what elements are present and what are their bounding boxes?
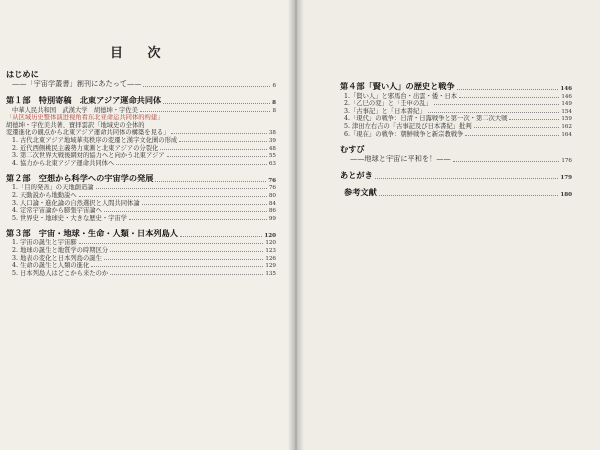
- dot-leader: [167, 156, 267, 157]
- toc-entry-title: 3.「古事記」と「日本書紀」: [344, 107, 426, 115]
- spacer: [340, 181, 572, 188]
- toc-section-heading: [340, 171, 572, 181]
- dot-leader: [110, 274, 263, 275]
- toc-entry-title: 3. 地表の変化と日本列島の誕生: [12, 254, 102, 262]
- toc-entry-title: 参考文献: [344, 187, 377, 197]
- toc-entry-title: 2. 地球の誕生と地質学の時期区分: [12, 246, 109, 254]
- left-page: [0, 0, 296, 450]
- toc-page-number: 80: [268, 192, 276, 199]
- toc-entry: [6, 136, 276, 144]
- dot-leader: [509, 119, 559, 120]
- dot-leader: [116, 164, 267, 165]
- toc-entry-title: 1.「目的発善」の天地創造論: [12, 184, 94, 192]
- toc-list-left: [6, 70, 276, 277]
- toc-page-number: 176: [561, 157, 572, 164]
- toc-entry-title: あとがき: [340, 170, 373, 180]
- toc-page-number: 76: [268, 177, 276, 184]
- dot-leader: [104, 259, 263, 260]
- toc-section-heading: [340, 188, 572, 198]
- dot-leader: [465, 135, 559, 136]
- dot-leader: [179, 141, 267, 142]
- toc-entry: [6, 159, 276, 167]
- toc-section-heading: [6, 70, 276, 80]
- toc-page-number: 48: [268, 145, 276, 152]
- dot-leader: [142, 204, 267, 205]
- toc-page-number: 39: [268, 137, 276, 144]
- dot-leader: [155, 181, 266, 182]
- toc-entry: [6, 246, 276, 254]
- toc-entry: [340, 155, 572, 164]
- toc-entry-title: ——「宇宙学叢書」創刊にあたって——: [12, 80, 142, 88]
- toc-entry: [6, 106, 276, 114]
- toc-page-number: 164: [561, 131, 572, 138]
- dot-leader: [453, 161, 560, 162]
- toc-entry: [6, 199, 276, 207]
- toc-entry: [340, 92, 572, 100]
- toc-page-number: 154: [561, 108, 572, 115]
- toc-entry-title: 5. 日本列島人はどこから来たのか: [12, 269, 109, 277]
- toc-entry-title: 第２部 空想から科学への宇宙学の発展: [6, 173, 154, 183]
- toc-entry-title: 「从区域历史整体演进视角看东北亚命运共同体的构建」: [6, 114, 164, 122]
- toc-entry-title: 胡德坤・宇佐美共著、寶拝雲訳「地域史の全体的: [6, 121, 145, 129]
- toc-entry: [6, 191, 276, 199]
- dot-leader: [91, 266, 263, 267]
- toc-page-number: 76: [268, 185, 276, 192]
- toc-page-number: 159: [561, 116, 572, 123]
- toc-page-number: 129: [265, 263, 276, 270]
- toc-entry: [340, 115, 572, 123]
- toc-entry-title: 1. 宇宙の誕生と宇宙膨: [12, 239, 77, 247]
- dot-leader: [428, 112, 560, 113]
- toc-section-heading: [340, 82, 572, 92]
- dot-leader: [110, 251, 263, 252]
- spacer: [6, 222, 276, 229]
- dot-leader: [160, 149, 267, 150]
- toc-entry-title: 4.「現代」の戦争：日清・日露戦争と第一次・第二次大戦: [344, 115, 508, 123]
- dot-leader: [180, 236, 262, 237]
- toc-page-number: 123: [265, 247, 276, 254]
- dot-leader: [474, 127, 560, 128]
- dot-leader: [143, 86, 270, 87]
- dot-leader: [104, 211, 267, 212]
- toc-section-heading: [6, 229, 276, 239]
- toc-entry-title: 3. 人口論・進化論の自然選択と人間共同体論: [12, 199, 140, 207]
- toc-page-number: 120: [264, 232, 276, 239]
- dot-leader: [379, 195, 559, 196]
- toc-entry: [6, 239, 276, 247]
- toc-entry-title: 4. 生命の誕生と人類の進化: [12, 262, 90, 270]
- toc-page-number: 126: [265, 255, 276, 262]
- toc-page-number: 38: [268, 130, 276, 137]
- toc-entry-title: 2.「乙巳の変」と「壬申の乱」: [344, 100, 432, 108]
- toc-section-heading: [6, 96, 276, 106]
- toc-entry-title: 2. 天動説から地動説へ: [12, 191, 77, 199]
- toc-entry-title: 2. 近代西側桃民主義勢力東漸と北東アジアの分裂化: [12, 144, 159, 152]
- toc-page-number: 180: [560, 191, 572, 198]
- toc-entry: [340, 100, 572, 108]
- dot-leader: [79, 243, 264, 244]
- toc-entry: [6, 207, 276, 215]
- toc-entry: [340, 107, 572, 115]
- toc-page-number: 120: [265, 240, 276, 247]
- toc-entry: [6, 129, 276, 137]
- toc-entry-title: 5. 世界史・地球史・大きな歴史・宇宙学: [12, 214, 128, 222]
- spacer: [340, 138, 572, 145]
- toc-page-number: 149: [561, 101, 572, 108]
- dot-leader: [375, 178, 559, 179]
- toc-entry-title: 第３部 宇宙・地球・生命・人類・日本列島人: [6, 228, 178, 238]
- toc-entry-title: 4. 定常宇宙論から膨張宇宙論へ: [12, 207, 102, 215]
- toc-entry-title: 変遷進化の観点から北東アジア運命共同体の構築を見る」: [6, 129, 170, 137]
- dot-leader: [96, 188, 267, 189]
- toc-section-heading: [6, 174, 276, 184]
- toc-entry: [6, 262, 276, 270]
- toc-page-number: 179: [560, 174, 572, 181]
- toc-section-heading: [340, 145, 572, 155]
- toc-entry-title: 第４部「賢い人」の歴史と戦争: [340, 82, 455, 91]
- toc-entry-title: 1. 古代北東アジア地域華夷秩序の変遷と漢字文化圏の形成: [12, 136, 178, 144]
- toc-page-number: 8: [272, 100, 276, 106]
- toc-page-number: 86: [268, 208, 276, 215]
- toc-entry-title: 6.「現在」の戦争：朝鮮戦争と新宗教戦争: [344, 130, 464, 138]
- spacer: [6, 89, 276, 96]
- toc-entry: [6, 144, 276, 152]
- toc-entry: [340, 122, 572, 130]
- toc-entry-title: 第１部 特別寄稿 北東アジア運命共同体: [6, 96, 162, 105]
- toc-entry: [6, 214, 276, 222]
- right-page: [296, 0, 600, 450]
- dot-leader: [171, 133, 266, 134]
- toc-entry: [6, 269, 276, 277]
- dot-leader: [457, 89, 559, 90]
- toc-page-number: 55: [268, 153, 276, 160]
- spacer: [6, 167, 276, 174]
- toc-entry: [6, 184, 276, 192]
- toc-entry: [6, 152, 276, 160]
- dot-leader: [129, 219, 267, 220]
- toc-entry-title: 3. 第二次世界大戦後網対的協力へと向かう北東アジア: [12, 152, 165, 160]
- toc-title: 目 次: [110, 46, 171, 61]
- toc-entry-title: 中華人民共和国 武漢大学 胡德坤・宇佐美: [12, 106, 138, 114]
- toc-list-right: [340, 82, 572, 198]
- toc-entry-title: 1.「賢い人」と邪馬台・出雲・倭・日本: [344, 92, 458, 100]
- toc-page-number: 146: [561, 93, 572, 100]
- toc-entry-title: 5. 津田左右吉の「古事記及び日本書紀」批判: [344, 122, 472, 130]
- toc-entry: [6, 114, 276, 122]
- toc-page-number: 63: [268, 160, 276, 167]
- toc-entry-title: むすび: [340, 144, 365, 154]
- toc-page-number: 6: [272, 83, 276, 89]
- book-gutter: [288, 0, 304, 450]
- toc-page-number: 84: [268, 200, 276, 207]
- toc-page-number: 146: [560, 86, 572, 92]
- dot-leader: [79, 196, 267, 197]
- dot-leader: [163, 103, 270, 104]
- toc-entry: [6, 121, 276, 129]
- dot-leader: [140, 111, 271, 112]
- toc-entry: [6, 80, 276, 89]
- toc-entry-title: 4. 協力から北東アジア運命共同体へ: [12, 159, 115, 167]
- dot-leader: [434, 104, 559, 105]
- toc-page-number: 135: [265, 270, 276, 277]
- toc-page-number: 162: [561, 123, 572, 130]
- toc-page-number: 8: [272, 107, 276, 114]
- toc-entry: [340, 130, 572, 138]
- toc-entry: [6, 254, 276, 262]
- toc-entry-title: はじめに: [6, 70, 39, 79]
- toc-entry-title: ——地球と宇宙に平和を！——: [350, 154, 451, 163]
- toc-page-number: 99: [268, 215, 276, 222]
- dot-leader: [459, 97, 559, 98]
- spacer: [340, 164, 572, 171]
